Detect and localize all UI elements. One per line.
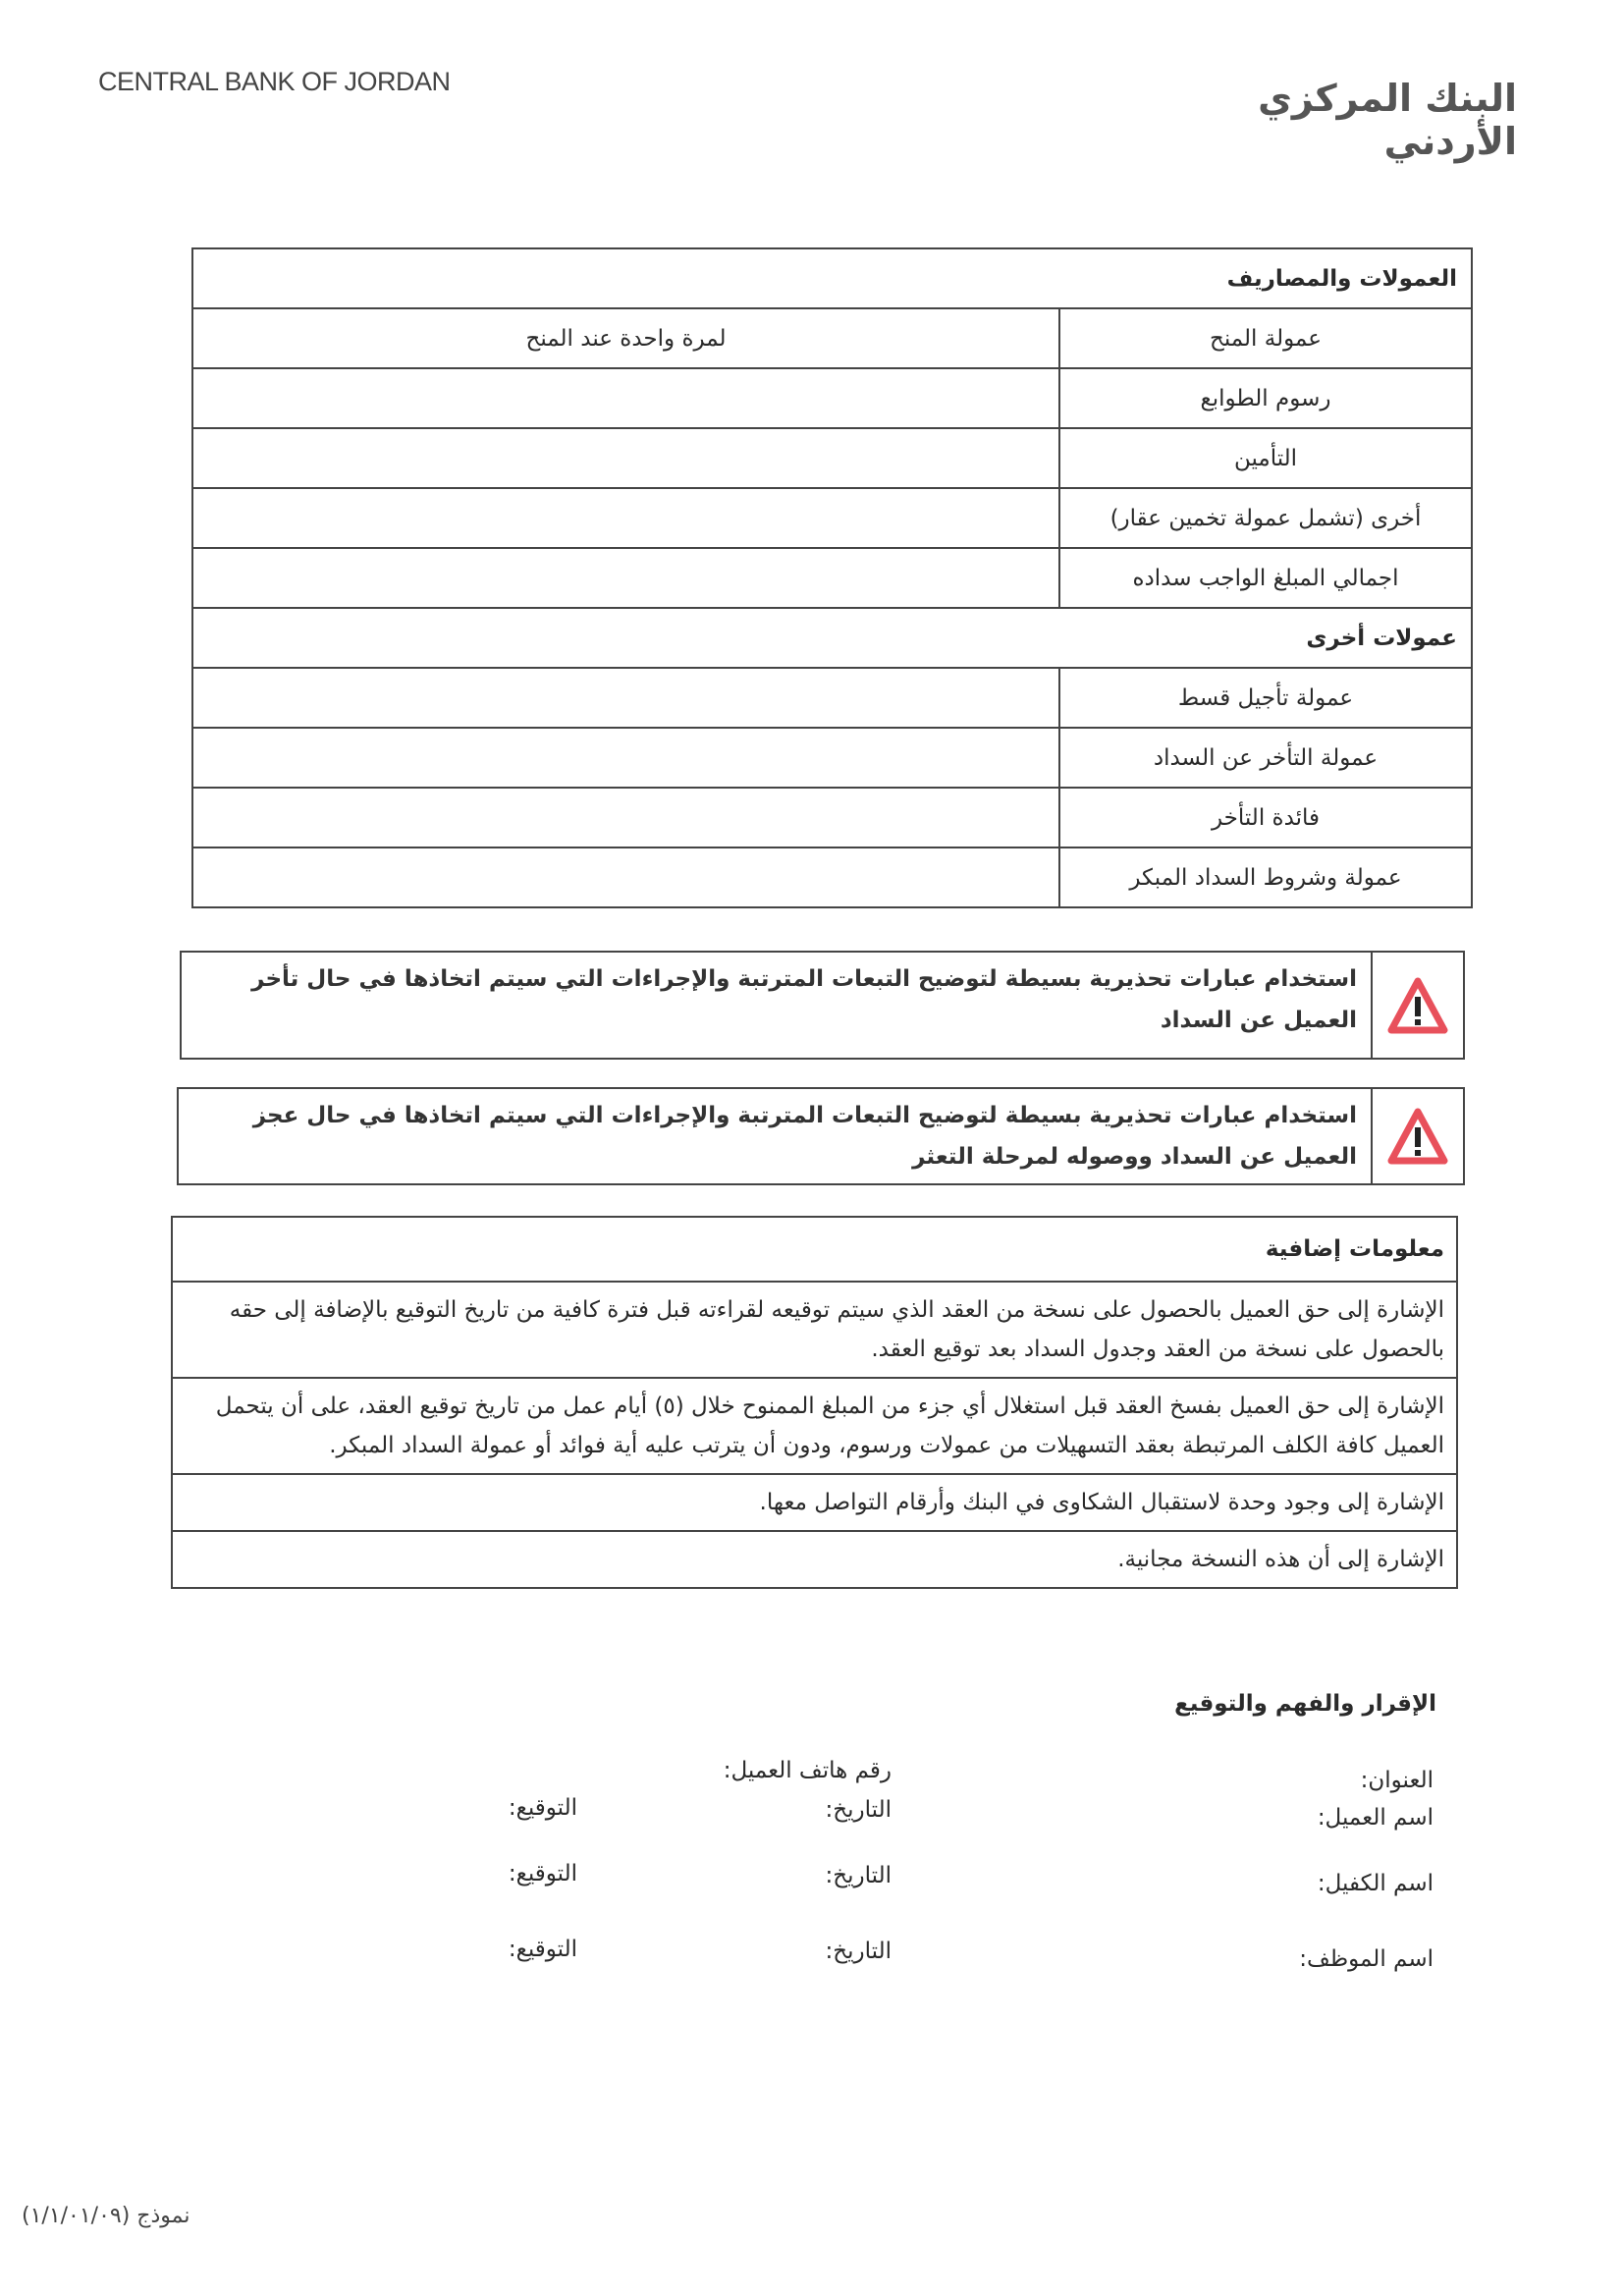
date-label: التاريخ: xyxy=(825,1939,892,1964)
fee-label: عمولة المنح xyxy=(1059,308,1472,368)
fee-value xyxy=(192,847,1059,907)
table-row xyxy=(192,308,1472,368)
fee-label: عمولة تأجيل قسط xyxy=(1059,668,1472,728)
warning-box-default xyxy=(177,1087,1465,1185)
form-number: نموذج (١/١/٠١/٠٩) xyxy=(22,2204,190,2228)
fee-label: عمولة وشروط السداد المبكر xyxy=(1059,847,1472,907)
fees-table-title: العمولات والمصاريف xyxy=(192,248,1472,308)
fee-value xyxy=(192,368,1059,428)
fee-value: لمرة واحدة عند المنح xyxy=(192,308,1059,368)
info-item: الإشارة إلى أن هذه النسخة مجانية. xyxy=(172,1531,1457,1588)
warning-text: استخدام عبارات تحذيرية بسيطة لتوضيح التبعات المترتبة والإجراءات التي سيتم اتخاذها في حال تأخر العميل عن السداد xyxy=(251,966,1357,1033)
fee-label: أخرى (تشمل عمولة تخمين عقار) xyxy=(1059,488,1472,548)
table-row xyxy=(192,668,1472,728)
bank-name-arabic: البنك المركزي الأردني xyxy=(1258,77,1517,163)
additional-info-title: معلومات إضافية xyxy=(172,1217,1457,1282)
table-row xyxy=(172,1531,1457,1588)
fee-label: التأمين xyxy=(1059,428,1472,488)
warning-triangle-icon xyxy=(1371,1089,1463,1183)
table-row xyxy=(192,728,1472,788)
fee-value xyxy=(192,428,1059,488)
fee-value xyxy=(192,668,1059,728)
fee-value xyxy=(192,788,1059,847)
fee-value xyxy=(192,548,1059,608)
additional-info-table xyxy=(171,1216,1458,1589)
table-row xyxy=(192,788,1472,847)
fee-value xyxy=(192,488,1059,548)
fee-label: فائدة التأخر xyxy=(1059,788,1472,847)
signature-label: التوقيع: xyxy=(508,1795,577,1821)
customer-name-label: اسم العميل: xyxy=(1317,1805,1434,1831)
address-label: العنوان: xyxy=(1360,1768,1434,1793)
signature-label: التوقيع: xyxy=(508,1937,577,1962)
warning-box-late-payment xyxy=(180,951,1465,1060)
info-item: الإشارة إلى حق العميل بفسخ العقد قبل استغلال أي جزء من المبلغ الممنوح خلال (٥) أيام عمل من تاريخ توقيع العقد، على أن يتحمل العميل كافة الكلف المرتبطة بعقد التسهيلات من عمولات ورسوم، ودون أن يترتب عليه أية فوائد أو عمولة السداد المبكر. xyxy=(172,1378,1457,1474)
table-row xyxy=(192,847,1472,907)
table-row xyxy=(172,1282,1457,1378)
table-row xyxy=(172,1378,1457,1474)
info-item: الإشارة إلى وجود وحدة لاستقبال الشكاوى في البنك وأرقام التواصل معها. xyxy=(172,1474,1457,1531)
other-fees-title: عمولات أخرى xyxy=(192,608,1472,668)
info-item: الإشارة إلى حق العميل بالحصول على نسخة من العقد الذي سيتم توقيعه لقراءته قبل فترة كافية من تاريخ التوقيع بالإضافة إلى حقه بالحصول على نسخة من العقد وجدول السداد بعد توقيع العقد. xyxy=(172,1282,1457,1378)
fee-label: رسوم الطوابع xyxy=(1059,368,1472,428)
acknowledgement-title: الإقرار والفهم والتوقيع xyxy=(1174,1691,1436,1717)
employee-name-label: اسم الموظف: xyxy=(1299,1946,1434,1972)
table-row xyxy=(192,548,1472,608)
table-row xyxy=(172,1474,1457,1531)
customer-phone-label: رقم هاتف العميل: xyxy=(723,1758,892,1783)
table-row xyxy=(192,488,1472,548)
date-label: التاريخ: xyxy=(825,1863,892,1888)
warning-text: استخدام عبارات تحذيرية بسيطة لتوضيح التبعات المترتبة والإجراءات التي سيتم اتخاذها في حال عجز العميل عن السداد ووصوله لمرحلة التعثر xyxy=(252,1103,1357,1170)
warning-triangle-icon xyxy=(1371,953,1463,1058)
table-row xyxy=(192,368,1472,428)
guarantor-name-label: اسم الكفيل: xyxy=(1317,1871,1434,1896)
bank-name-english: CENTRAL BANK OF JORDAN xyxy=(98,67,451,96)
date-label: التاريخ: xyxy=(825,1797,892,1823)
fee-label: اجمالي المبلغ الواجب سداده xyxy=(1059,548,1472,608)
fee-label: عمولة التأخر عن السداد xyxy=(1059,728,1472,788)
signature-label: التوقيع: xyxy=(508,1861,577,1886)
fees-table xyxy=(191,247,1473,908)
fee-value xyxy=(192,728,1059,788)
table-row xyxy=(192,428,1472,488)
